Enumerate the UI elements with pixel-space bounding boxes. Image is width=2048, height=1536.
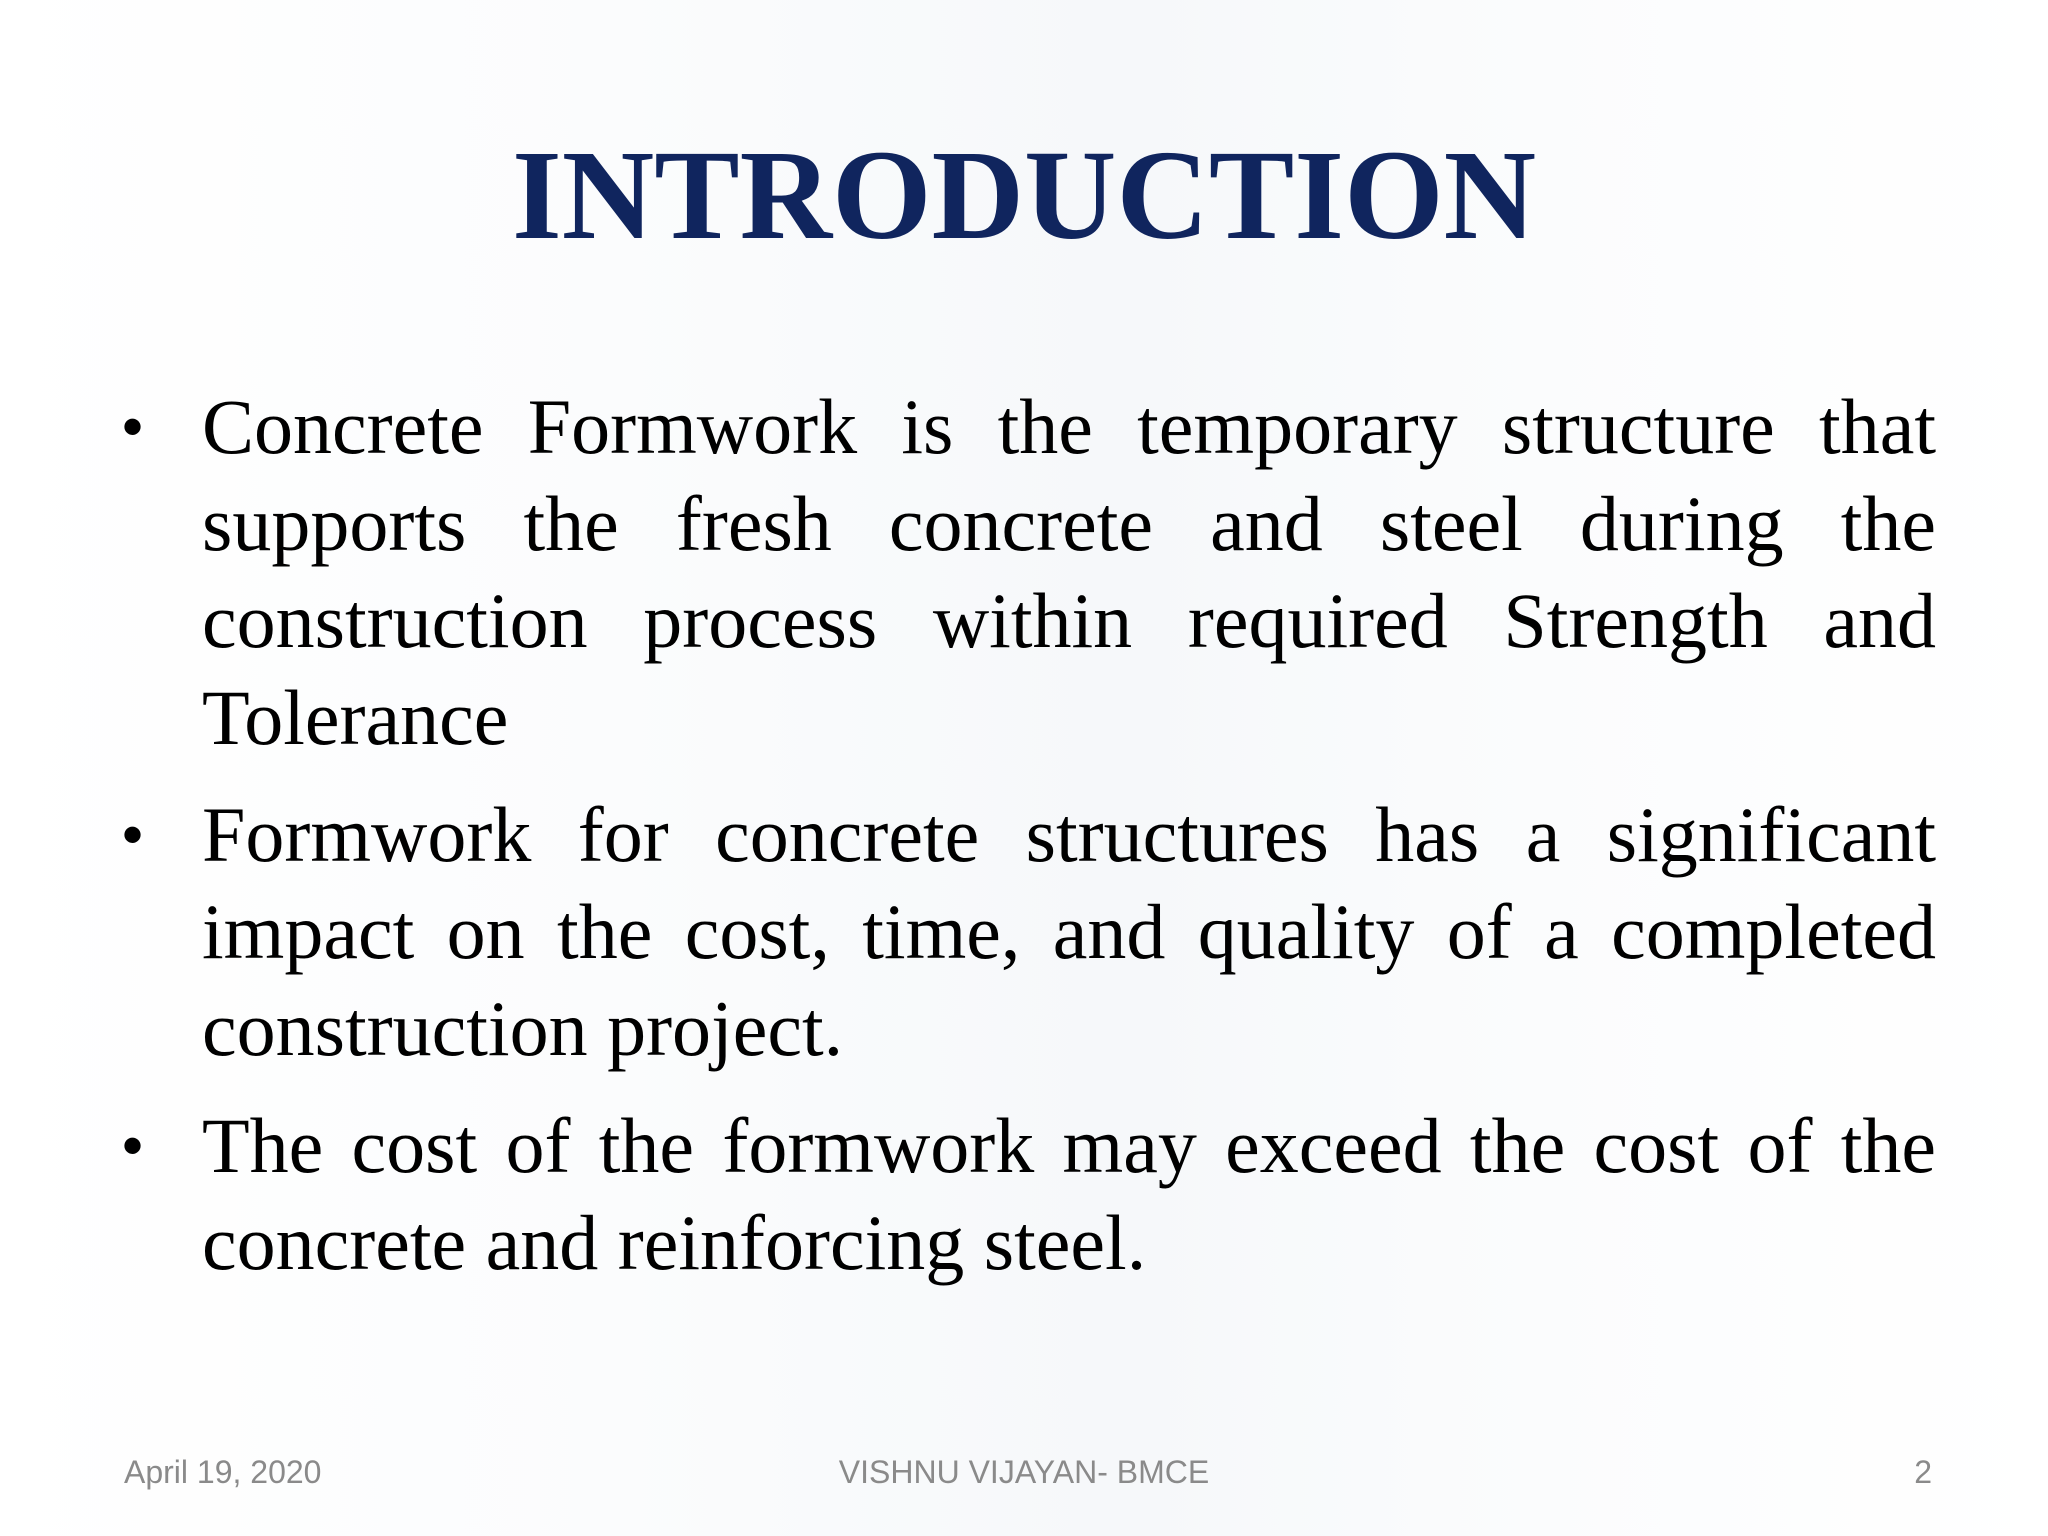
bullet-point-icon: • xyxy=(122,393,144,460)
bullet-text: The cost of the formwork may exceed the cost of the concrete and reinforcing steel. xyxy=(202,1102,1936,1286)
bullet-point-icon: • xyxy=(122,801,144,868)
footer-author: VISHNU VIJAYAN- BMCE xyxy=(838,1454,1210,1490)
bullet-item xyxy=(116,786,1936,1077)
bullet-item xyxy=(116,378,1936,766)
bullet-text: Concrete Formwork is the temporary structure that supports the fresh concrete and steel during the construction process within required Strength and Tolerance xyxy=(202,383,1936,761)
bullet-point-icon: • xyxy=(122,1112,144,1179)
bullet-text: Formwork for concrete structures has a significant impact on the cost, time, and quality of a completed construction project. xyxy=(202,791,1936,1072)
slide-title: INTRODUCTION xyxy=(511,124,1537,266)
footer-page-number: 2 xyxy=(1914,1454,1932,1490)
bullet-list xyxy=(116,378,1936,1311)
footer-date: April 19, 2020 xyxy=(124,1454,322,1490)
bullet-item xyxy=(116,1097,1936,1291)
